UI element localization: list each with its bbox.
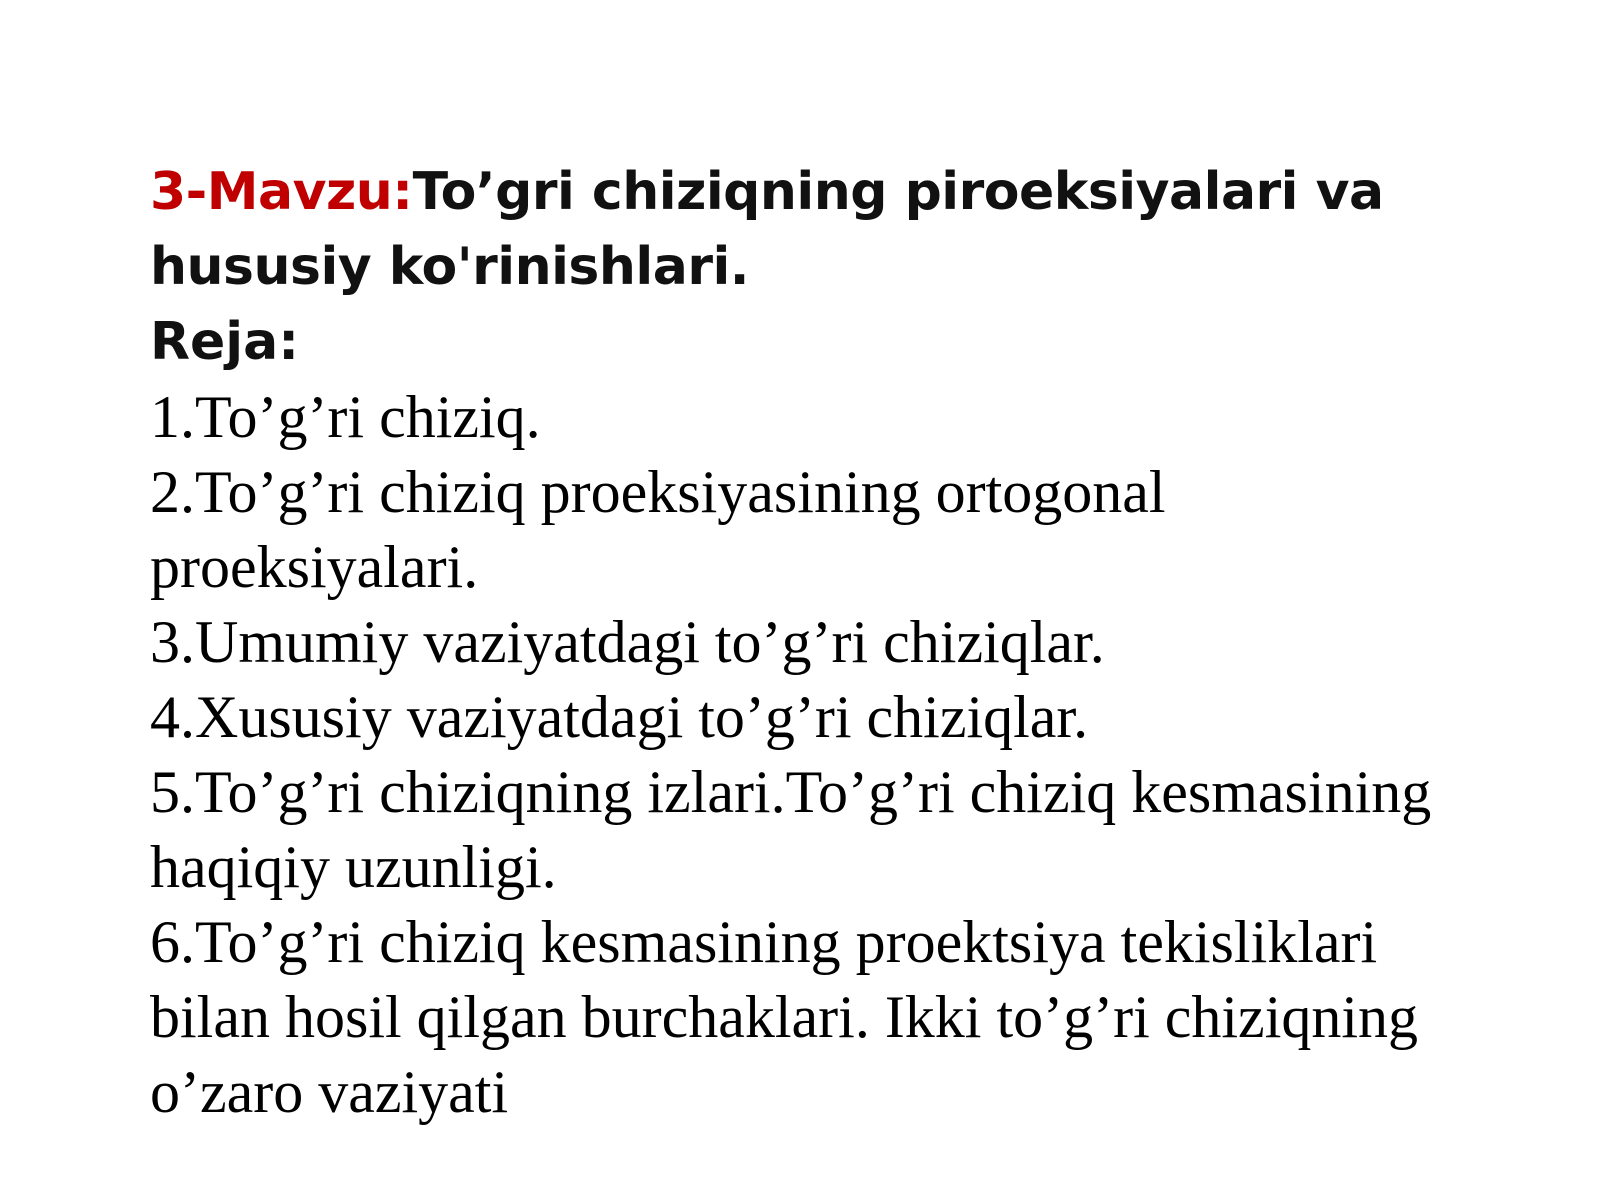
plan-item: 1.To’g’ri chiziq. (150, 384, 541, 450)
plan-item: 6.To’g’ri chiziq kesmasining proektsiya tekisliklari bilan hosil qilgan burchaklari. Ikki to’g’ri chiziqning o’zaro vaziyati (150, 909, 1419, 1125)
topic-label: 3-Mavzu: (150, 162, 413, 222)
slide-title (150, 155, 1490, 305)
plan-item: 2.To’g’ri chiziq proeksiyasining ortogonal proeksiyalari. (150, 459, 1166, 600)
plan-list (150, 380, 1490, 1130)
topic-title-text: To’gri chiziqning piroeksiyalari va hususiy ko'rinishlari. (150, 162, 1384, 297)
slide-content (150, 155, 1490, 1130)
plan-heading: Reja: (150, 312, 300, 372)
plan-item: 4.Xususiy vaziyatdagi to’g’ri chiziqlar. (150, 684, 1089, 750)
plan-item: 3.Umumiy vaziyatdagi to’g’ri chiziqlar. (150, 609, 1105, 675)
plan-item: 5.To’g’ri chiziqning izlari.To’g’ri chiziq kesmasining haqiqiy uzunligi. (150, 759, 1432, 900)
